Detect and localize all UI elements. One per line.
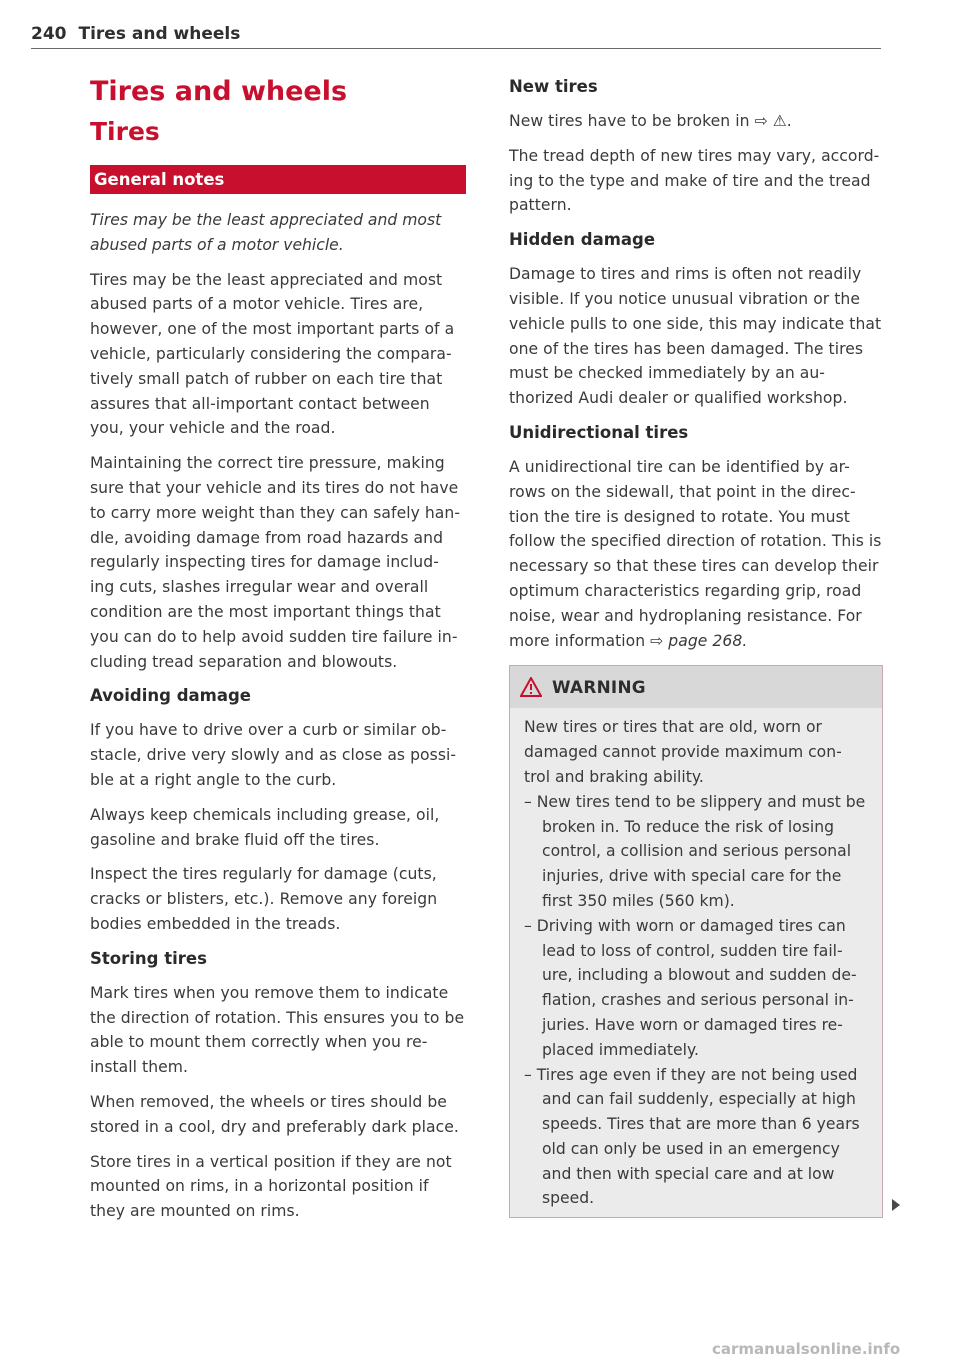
section-title: Tires	[90, 117, 160, 146]
section-bar-general-notes: General notes	[90, 165, 466, 194]
heading-hidden-damage: Hidden damage	[509, 230, 656, 250]
heading-unidirectional-tires: Unidirectional tires	[509, 422, 689, 442]
paragraph	[509, 109, 883, 134]
paragraph: When removed, the wheels or tires should be stored in a cool, dry and preferably dark place.	[90, 1092, 459, 1136]
paragraph	[509, 455, 883, 653]
warning-item: – Driving with worn or damaged tires can lead to loss of control, sudden tire fail- ure, including a blowout and sudden de- flation, crashes and serious personal in- juries. Have worn or damaged tires re- placed immediately.	[524, 914, 872, 1063]
text-span: A unidirectional tire can be identified by ar- rows on the sidewall, that point in the direc- tion the tire is designed to rotate. You must follow the specified direction of rotation. This is necessary so that these tires can develop their optimum characteristics regarding grip, road noise, wear and hydroplaning resistance. For more information	[509, 457, 882, 650]
paragraph: Store tires in a vertical position if they are not mounted on rims, in a horizontal position if they are mounted on rims.	[90, 1152, 452, 1221]
heading-new-tires: New tires	[509, 77, 598, 96]
heading-storing-tires: Storing tires	[90, 948, 207, 968]
warning-item: – Tires age even if they are not being used and can fail suddenly, especially at high speeds. Tires that are more than 6 years old can only be used in an emergency and then with special care and at low speed.	[524, 1063, 872, 1212]
warning-body	[510, 708, 882, 1217]
warning-item: – New tires tend to be slippery and must be broken in. To reduce the risk of losing control, a collision and serious personal injuries, drive with special care for the first 350 miles (560 km).	[524, 790, 872, 914]
running-title: Tires and wheels	[78, 24, 241, 44]
running-header	[31, 24, 240, 44]
left-column	[90, 70, 466, 1234]
warning-box	[509, 665, 883, 1218]
right-column	[509, 70, 883, 1218]
page-reference-link[interactable]: ⇨ page 268.	[650, 631, 748, 650]
intro-text: Tires may be the least appreciated and most abused parts of a motor vehicle.	[90, 211, 442, 254]
warning-list	[524, 790, 872, 1212]
chapter-title: Tires and wheels	[90, 76, 348, 107]
page-number: 240	[31, 24, 67, 44]
warning-triangle-icon	[520, 677, 542, 697]
warning-label: WARNING	[552, 677, 646, 698]
watermark: carmanualsonline.info	[712, 1340, 901, 1358]
paragraph: Damage to tires and rims is often not readily visible. If you notice unusual vibration or the vehicle pulls to one side, this may indicate that one of the tires has been damaged. The tires must be checked immediately by an au- thorized Audi dealer or qualified workshop.	[509, 265, 882, 408]
warning-reference-link[interactable]: ⇨ ⚠.	[754, 112, 792, 130]
text-span: New tires have to be broken in	[509, 112, 755, 130]
paragraph: Maintaining the correct tire pressure, making sure that your vehicle and its tires do not have to carry more weight than they can safely han- dle, avoiding damage from road hazards and regularly inspecting tires for damage includ- ing cuts, slashes irregular wear and overall condition are the most important things that you can do to help avoid sudden tire failure in- cluding tread separation and blowouts.	[90, 454, 461, 671]
paragraph: Always keep chemicals including grease, oil, gasoline and brake fluid off the tires.	[90, 805, 440, 849]
warning-intro: New tires or tires that are old, worn or damaged cannot provide maximum con- trol and braking ability.	[524, 718, 842, 786]
continue-arrow-icon	[892, 1199, 900, 1211]
heading-avoiding-damage: Avoiding damage	[90, 686, 251, 706]
warning-header	[510, 666, 882, 708]
paragraph: Tires may be the least appreciated and most abused parts of a motor vehicle. Tires are, however, one of the most important parts of a vehicle, particularly considering the compara- tively small patch of rubber on each tire that assures that all-important contact between you, your vehicle and the road.	[90, 270, 455, 438]
header-rule	[31, 48, 881, 49]
paragraph: If you have to drive over a curb or similar ob- stacle, drive very slowly and as close as possi- ble at a right angle to the curb.	[90, 721, 457, 789]
paragraph: Mark tires when you remove them to indicate the direction of rotation. This ensures you to be able to mount them correctly when you re- install them.	[90, 983, 465, 1077]
paragraph: The tread depth of new tires may vary, accord- ing to the type and make of tire and the tread pattern.	[509, 146, 880, 215]
paragraph: Inspect the tires regularly for damage (cuts, cracks or blisters, etc.). Remove any foreign bodies embedded in the treads.	[90, 865, 438, 933]
